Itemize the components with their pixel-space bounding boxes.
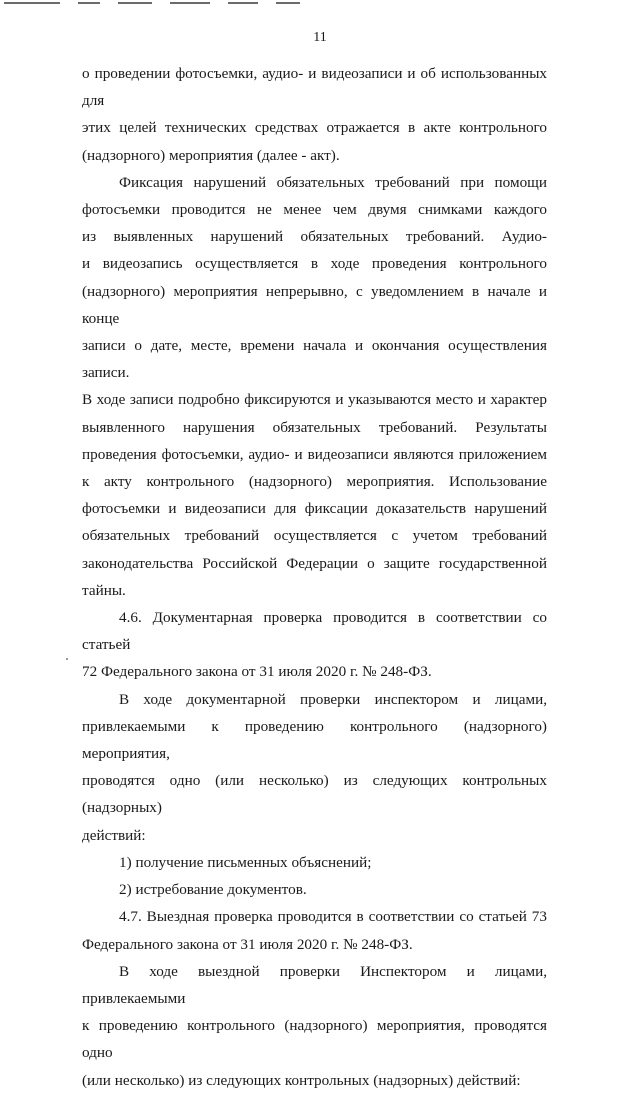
text-line: 4.7. Выездная проверка проводится в соответствии со статьей 73 xyxy=(119,908,547,926)
text-line: фотосъемки проводится не менее чем двумя снимками каждого xyxy=(82,201,547,219)
text-line: этих целей технических средствах отражается в акте контрольного xyxy=(82,119,547,137)
text-line: фотосъемки и видеозаписи для фиксации доказательств нарушений xyxy=(82,500,547,518)
text-line: законодательства Российской Федерации о защите государственной xyxy=(82,554,547,572)
text-line: к акту контрольного (надзорного) мероприятия. Использование xyxy=(82,473,547,491)
text-line: обязательных требований осуществляется с учетом требований xyxy=(82,527,547,545)
text-line: выявленного нарушения обязательных требований. Результаты xyxy=(82,418,547,436)
text-line: проведения фотосъемки, аудио- и видеозаписи являются приложением xyxy=(82,445,547,463)
text-line: к проведению контрольного (надзорного) мероприятия, проводятся одно xyxy=(82,1017,547,1062)
text-line: 72 Федерального закона от 31 июля 2020 г. № 248-ФЗ. xyxy=(82,663,432,681)
text-line: (надзорного) мероприятия (далее - акт). xyxy=(82,146,340,164)
text-line: 2) истребование документов. xyxy=(119,881,307,899)
text-line: тайны. xyxy=(82,581,126,599)
text-line: привлекаемыми к проведению контрольного (надзорного) мероприятия, xyxy=(82,717,547,763)
document-body xyxy=(82,60,547,1094)
text-line: проводятся одно (или несколько) из следующих контрольных (надзорных) xyxy=(82,772,547,817)
text-line: Фиксация нарушений обязательных требований при помощи xyxy=(119,173,547,191)
text-line: В ходе документарной проверки инспектором и лицами, xyxy=(119,690,547,708)
text-line: В ходе выездной проверки Инспектором и лицами, привлекаемыми xyxy=(82,962,547,1007)
text-line: записи о дате, месте, времени начала и окончания осуществления записи. xyxy=(82,337,547,382)
scan-artifact xyxy=(0,0,330,8)
margin-speck xyxy=(66,658,68,660)
text-line: Федерального закона от 31 июля 2020 г. № 248-ФЗ. xyxy=(82,935,413,953)
text-line: 1) получение письменных объяснений; xyxy=(119,853,372,871)
text-line: из выявленных нарушений обязательных требований. Аудио- xyxy=(82,228,547,246)
text-line: действий: xyxy=(82,826,146,844)
text-line: (или несколько) из следующих контрольных (надзорных) действий: xyxy=(82,1071,521,1089)
text-line: о проведении фотосъемки, аудио- и видеозаписи и об использованных для xyxy=(82,65,547,110)
text-line: 4.6. Документарная проверка проводится в соответствии со статьей xyxy=(82,609,547,654)
text-line: В ходе записи подробно фиксируются и указываются место и характер xyxy=(82,391,547,409)
text-line: (надзорного) мероприятия непрерывно, с уведомлением в начале и конце xyxy=(82,282,547,327)
page-number: 11 xyxy=(313,30,327,45)
text-line: и видеозапись осуществляется в ходе проведения контрольного xyxy=(82,255,547,273)
